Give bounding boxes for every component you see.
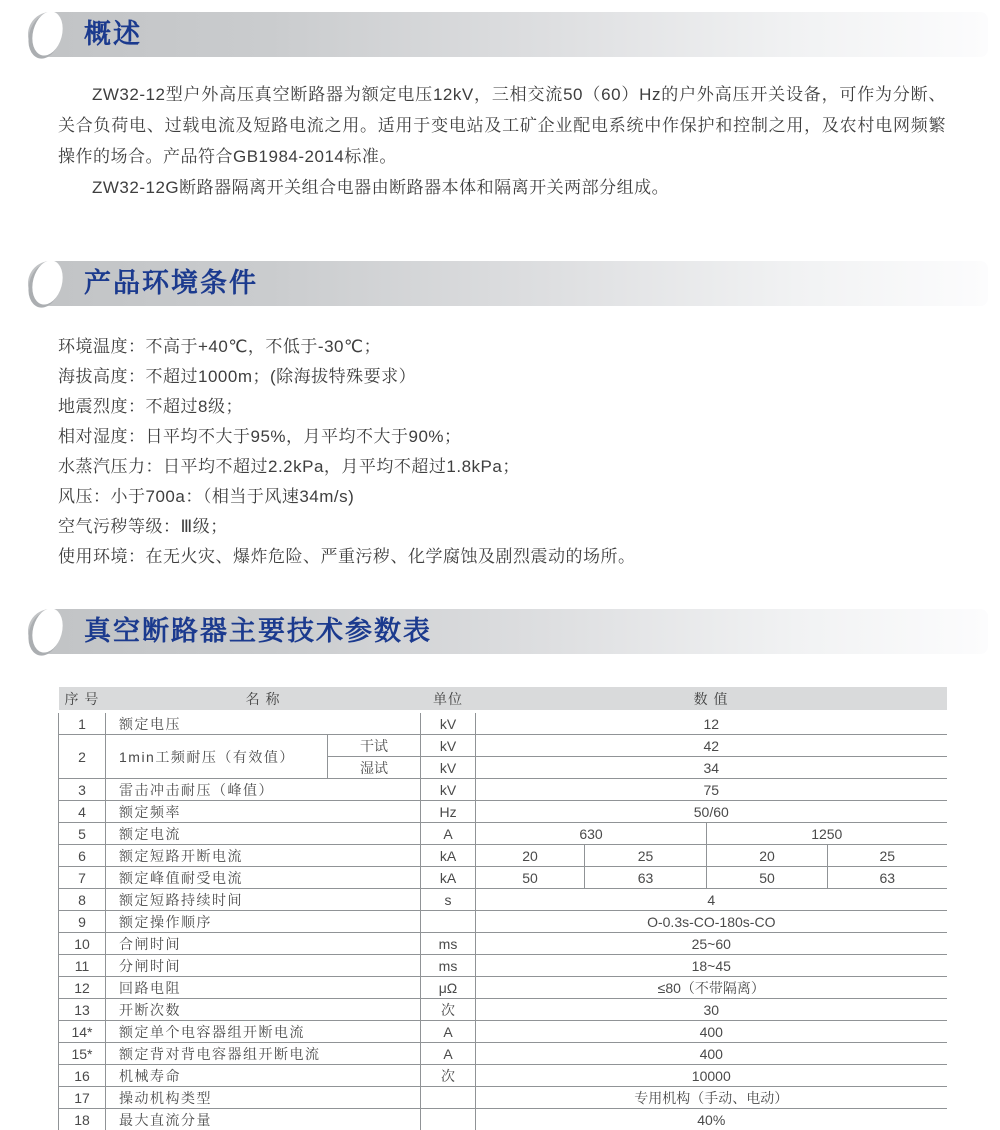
- table-cell: 机械寿命: [106, 1065, 421, 1087]
- table-cell: 1: [59, 712, 106, 735]
- table-cell: 17: [59, 1087, 106, 1109]
- table-cell: 16: [59, 1065, 106, 1087]
- table-cell: 11: [59, 955, 106, 977]
- table-cell: [421, 1087, 476, 1109]
- table-cell: 20: [476, 845, 585, 867]
- env-item-seismic: 地震烈度：不超过8级；: [58, 397, 243, 416]
- section-title-environment: 产品环境条件: [84, 268, 258, 298]
- table-cell: 50: [476, 867, 585, 889]
- table-row: [59, 801, 947, 823]
- env-item-vapor: 水蒸汽压力：日平均不超过2.2kPa，月平均不超过1.8kPa；: [58, 457, 520, 476]
- table-header-row: [59, 687, 947, 712]
- table-cell: 15*: [59, 1043, 106, 1065]
- table-row: [59, 955, 947, 977]
- table-cell: 4: [476, 889, 947, 911]
- table-cell: 额定频率: [106, 801, 421, 823]
- table-row: [59, 977, 947, 999]
- table-cell: [421, 911, 476, 933]
- table-cell: 25: [828, 845, 947, 867]
- overview-paragraph: ZW32-12G断路器隔离开关组合电器由断路器本体和隔离开关两部分组成。: [92, 178, 670, 197]
- table-row: [59, 933, 947, 955]
- table-cell: 7: [59, 867, 106, 889]
- table-cell: 额定操作顺序: [106, 911, 421, 933]
- section-title-overview: 概述: [84, 19, 142, 49]
- env-item-temperature: 环境温度：不高于+40℃，不低于-30℃；: [58, 337, 382, 356]
- table-row: [59, 1065, 947, 1087]
- table-cell: ms: [421, 955, 476, 977]
- table-cell: ms: [421, 933, 476, 955]
- table-cell: 3: [59, 779, 106, 801]
- table-cell: 1250: [707, 823, 947, 845]
- column-header: 数 值: [476, 687, 947, 712]
- table-cell: kV: [421, 712, 476, 735]
- table-cell: 回路电阻: [106, 977, 421, 999]
- section-header-overview: [28, 12, 988, 57]
- table-cell: 开断次数: [106, 999, 421, 1021]
- table-cell: O-0.3s-CO-180s-CO: [476, 911, 947, 933]
- table-cell: ≤80（不带隔离）: [476, 977, 947, 999]
- table-cell: [421, 1109, 476, 1130]
- table-cell: 10: [59, 933, 106, 955]
- table-cell: 10000: [476, 1065, 947, 1087]
- table-cell: 2: [59, 735, 106, 779]
- table-cell: 9: [59, 911, 106, 933]
- environment-list: [58, 332, 946, 572]
- table-cell: 30: [476, 999, 947, 1021]
- cylinder-cap-icon: [28, 261, 68, 306]
- table-row: [59, 735, 947, 757]
- table-cell: 专用机构（手动、电动）: [476, 1087, 947, 1109]
- table-cell: 分闸时间: [106, 955, 421, 977]
- table-cell: 额定短路开断电流: [106, 845, 421, 867]
- table-row: [59, 999, 947, 1021]
- table-cell: 操动机构类型: [106, 1087, 421, 1109]
- table-cell: 最大直流分量: [106, 1109, 421, 1130]
- table-cell: 25~60: [476, 933, 947, 955]
- table-cell: μΩ: [421, 977, 476, 999]
- table-cell: 12: [476, 712, 947, 735]
- table-cell: 50: [707, 867, 828, 889]
- table-row: [59, 911, 947, 933]
- table-cell: 6: [59, 845, 106, 867]
- table-cell: 18~45: [476, 955, 947, 977]
- table-cell: 75: [476, 779, 947, 801]
- section-title-parameters: 真空断路器主要技术参数表: [84, 616, 432, 646]
- table-cell: 额定电流: [106, 823, 421, 845]
- table-cell: kV: [421, 779, 476, 801]
- table-cell: 合闸时间: [106, 933, 421, 955]
- table-cell: 雷击冲击耐压（峰值）: [106, 779, 421, 801]
- table-cell: 50/60: [476, 801, 947, 823]
- table-cell: 12: [59, 977, 106, 999]
- params-table: [58, 687, 947, 1130]
- table-cell: A: [421, 1043, 476, 1065]
- table-cell: kV: [421, 757, 476, 779]
- section-header-parameters: [28, 609, 988, 654]
- table-cell: 干试: [328, 735, 421, 757]
- table-cell: 4: [59, 801, 106, 823]
- table-cell: 1min工频耐压（有效值）: [106, 735, 328, 779]
- section-header-environment: [28, 261, 988, 306]
- table-cell: 18: [59, 1109, 106, 1130]
- table-cell: kA: [421, 845, 476, 867]
- table-cell: 湿试: [328, 757, 421, 779]
- table-row: [59, 1109, 947, 1130]
- table-row: [59, 1087, 947, 1109]
- env-item-wind: 风压：小于700a：（相当于风速34m/s): [58, 487, 355, 506]
- table-row: [59, 823, 947, 845]
- table-cell: 400: [476, 1043, 947, 1065]
- table-cell: 额定电压: [106, 712, 421, 735]
- table-cell: 63: [585, 867, 707, 889]
- table-row: [59, 779, 947, 801]
- overview-text: [58, 79, 946, 203]
- cylinder-cap-icon: [28, 609, 68, 654]
- table-row: [59, 1043, 947, 1065]
- table-cell: 40%: [476, 1109, 947, 1130]
- table-cell: 20: [707, 845, 828, 867]
- table-cell: s: [421, 889, 476, 911]
- table-row: [59, 867, 947, 889]
- parameters-table-wrap: [58, 687, 946, 1130]
- table-cell: kV: [421, 735, 476, 757]
- table-cell: A: [421, 1021, 476, 1043]
- overview-paragraph: ZW32-12型户外高压真空断路器为额定电压12kV，三相交流50（60）Hz的户外高压开关设备，可作为分断、关合负荷电、过载电流及短路电流之用。适用于变电站及工矿企业配电系统中作保护和控制之用，及农村电网频繁操作的场合。产品符合GB1984-2014标准。: [58, 85, 946, 166]
- column-header: 名 称: [106, 687, 421, 712]
- table-cell: 额定背对背电容器组开断电流: [106, 1043, 421, 1065]
- table-row: [59, 889, 947, 911]
- table-cell: 630: [476, 823, 707, 845]
- table-cell: 额定短路持续时间: [106, 889, 421, 911]
- table-row: [59, 1021, 947, 1043]
- env-item-humidity: 相对湿度：日平均不大于95%，月平均不大于90%；: [58, 427, 462, 446]
- table-cell: 5: [59, 823, 106, 845]
- table-cell: kA: [421, 867, 476, 889]
- table-cell: 63: [828, 867, 947, 889]
- table-cell: Hz: [421, 801, 476, 823]
- env-item-altitude: 海拔高度：不超过1000m；(除海拔特殊要求）: [58, 367, 417, 386]
- cylinder-cap-icon: [28, 12, 68, 57]
- table-cell: 额定单个电容器组开断电流: [106, 1021, 421, 1043]
- table-cell: 14*: [59, 1021, 106, 1043]
- table-cell: A: [421, 823, 476, 845]
- table-cell: 8: [59, 889, 106, 911]
- table-cell: 34: [476, 757, 947, 779]
- column-header: 单位: [421, 687, 476, 712]
- table-cell: 13: [59, 999, 106, 1021]
- table-cell: 次: [421, 1065, 476, 1087]
- table-cell: 次: [421, 999, 476, 1021]
- table-row: [59, 845, 947, 867]
- table-cell: 400: [476, 1021, 947, 1043]
- table-cell: 额定峰值耐受电流: [106, 867, 421, 889]
- table-cell: 42: [476, 735, 947, 757]
- column-header: 序 号: [59, 687, 106, 712]
- table-row: [59, 712, 947, 735]
- table-cell: 25: [585, 845, 707, 867]
- env-item-pollution: 空气污秽等级：Ⅲ级；: [58, 517, 228, 536]
- env-item-usage: 使用环境：在无火灾、爆炸危险、严重污秽、化学腐蚀及剧烈震动的场所。: [58, 547, 636, 566]
